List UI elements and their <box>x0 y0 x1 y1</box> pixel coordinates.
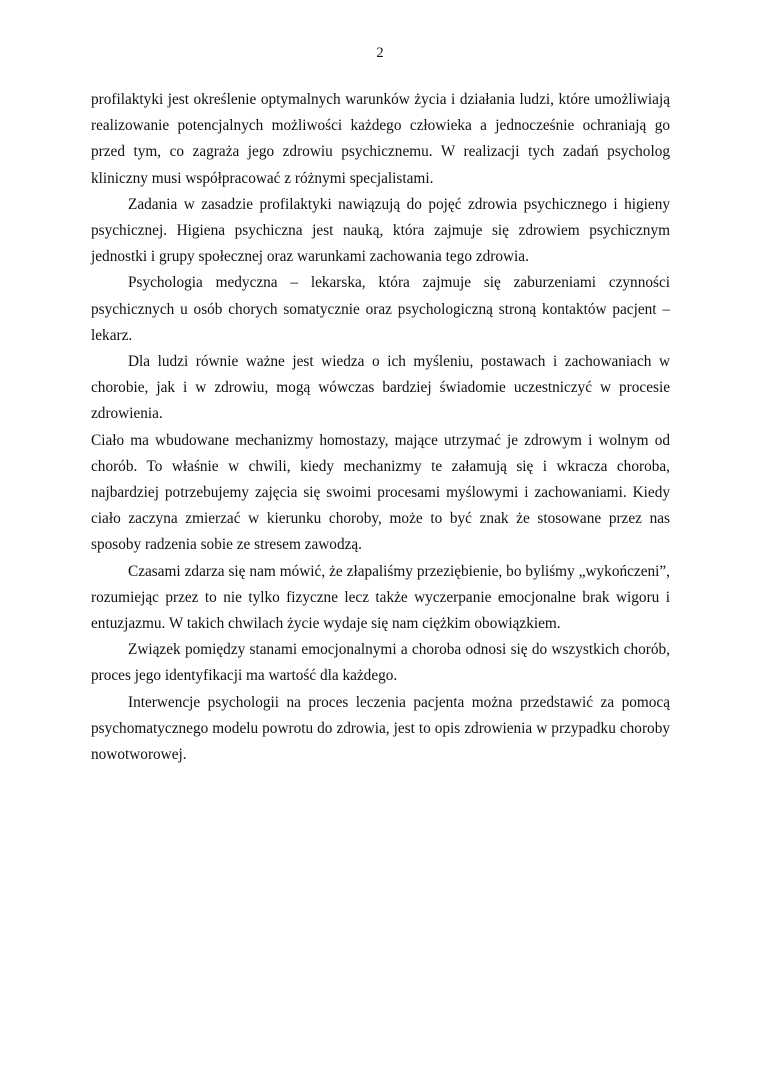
paragraph: Dla ludzi równie ważne jest wiedza o ich myśleniu, postawach i zachowaniach w chorobie, jak i w zdrowiu, mogą wówczas bardziej świadomie uczestniczyć w procesie zdrowienia. <box>91 353 670 423</box>
paragraph: Czasami zdarza się nam mówić, że złapaliśmy przeziębienie, bo byliśmy „wykończeni”, rozumiejąc przez to nie tylko fizyczne lecz także wyczerpanie emocjonalne brak wigoru i entuzjazmu. W takich chwilach życie wydaje się nam ciężkim obowiązkiem. <box>91 562 670 633</box>
paragraph: Psychologia medyczna – lekarska, która zajmuje się zaburzeniami czynności psychicznych u osób chorych somatycznie oraz psychologiczną stroną kontaktów pacjent – lekarz. <box>91 274 670 344</box>
page-number: 2 <box>376 45 384 61</box>
paragraph: Interwencje psychologii na proces leczenia pacjenta można przedstawić za pomocą psychomatycznego modelu powrotu do zdrowia, jest to opis zdrowienia w przypadku choroby nowotworowej. <box>91 693 670 764</box>
paragraph: profilaktyki jest określenie optymalnych warunków życia i działania ludzi, które umożliwiają realizowanie potencjalnych możliwości każdego człowieka a jednocześnie ochraniają go przed tym, co zagraża jego zdrowiu psychicznemu. W realizacji tych zadań psycholog kliniczny musi współpracować z różnymi specjalistami. <box>91 91 670 187</box>
paragraph: Związek pomiędzy stanami emocjonalnymi a choroba odnosi się do wszystkich chorób, proces jego identyfikacji ma wartość dla każdego. <box>91 641 670 685</box>
paragraph: Ciało ma wbudowane mechanizmy homostazy, mające utrzymać je zdrowym i wolnym od chorób. To właśnie w chwili, kiedy mechanizmy te załamują się i wkracza choroba, najbardziej potrzebujemy zajęcia się swoimi procesami myślowymi i zachowaniami. Kiedy ciało zaczyna zmierzać w kierunku choroby, może to być znak że stosowane przez nas sposoby radzenia sobie ze stresem zawodzą. <box>91 431 670 554</box>
body-text <box>91 87 670 768</box>
paragraph: Zadania w zasadzie profilaktyki nawiązują do pojęć zdrowia psychicznego i higieny psychicznej. Higiena psychiczna jest nauką, która zajmuje się zdrowiem psychicznym jednostki i grupy społecznej oraz warunkami zachowania tego zdrowia. <box>91 195 670 266</box>
